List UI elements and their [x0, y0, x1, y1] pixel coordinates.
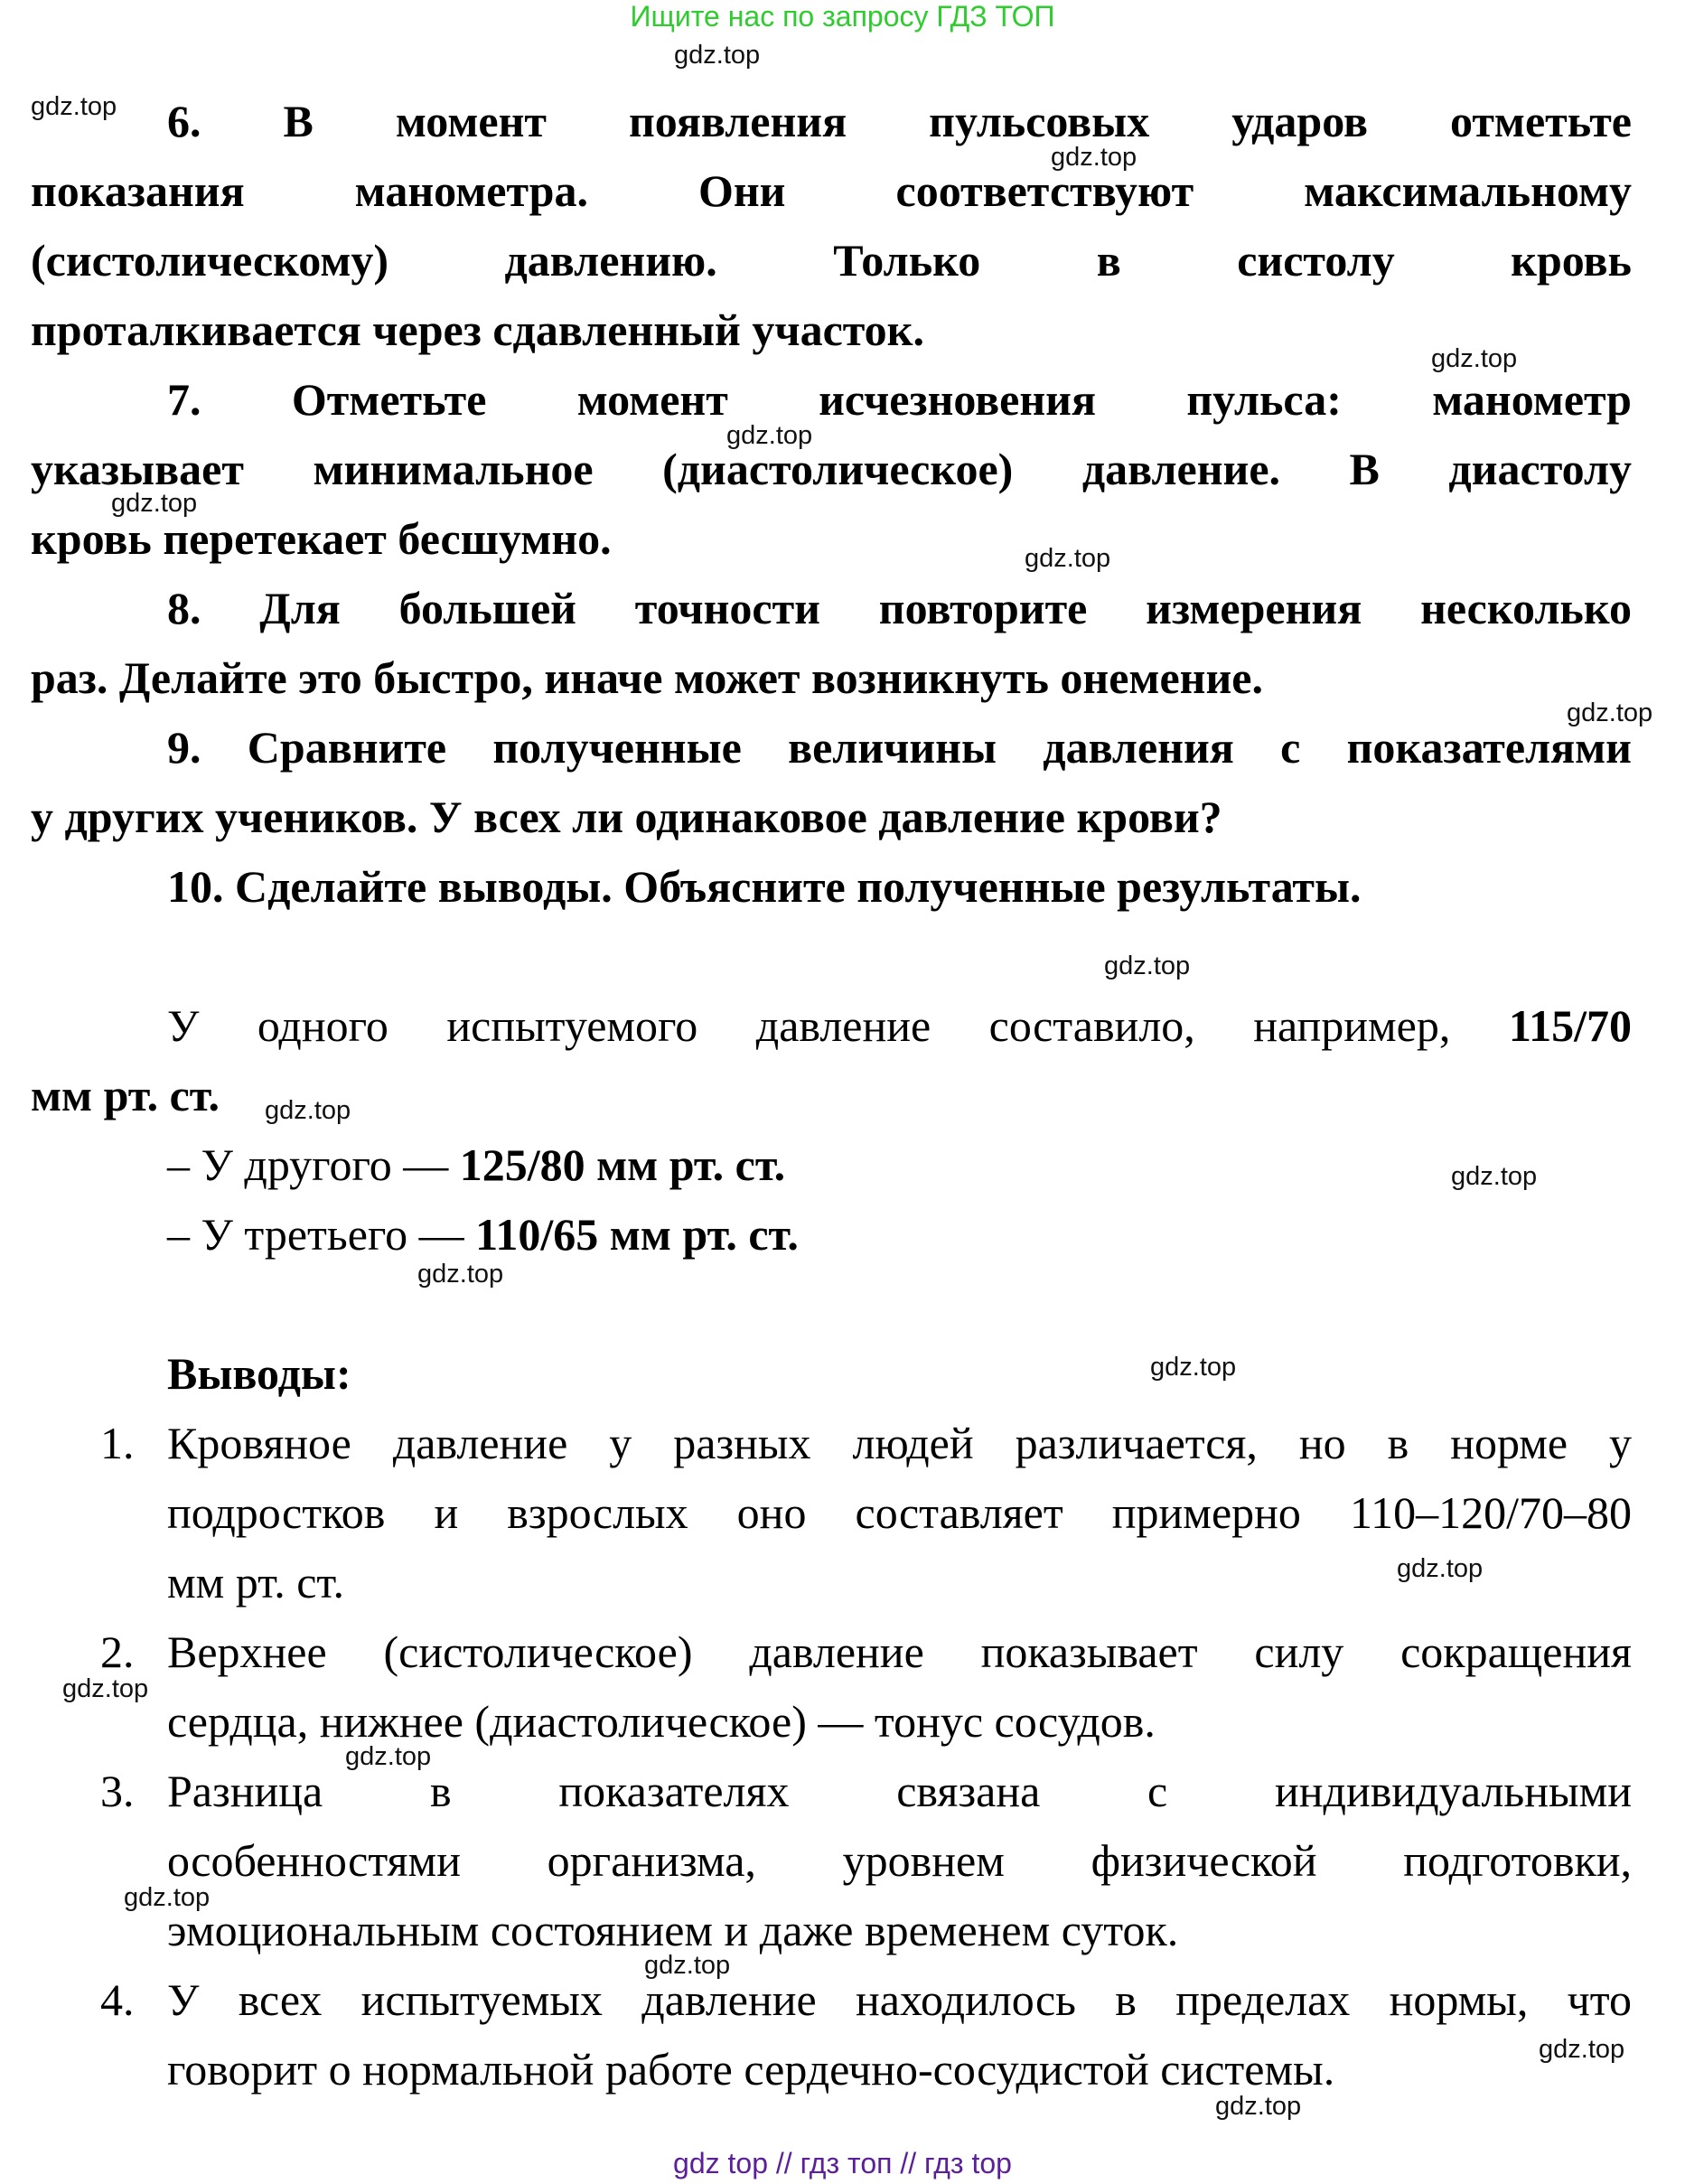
watermark: gdz.top	[1051, 143, 1137, 172]
step-line: 7. Отметьте момент исчезновения пульса: манометр	[167, 374, 1632, 425]
item-line: Разница в показателях связана с индивидуальными	[167, 1766, 1632, 1816]
step-line: 9. Сравните полученные величины давления с показателями	[167, 722, 1632, 773]
result-value: 110/65 мм рт. ст.	[475, 1209, 799, 1260]
item-number: 1.	[100, 1418, 135, 1468]
item-line: мм рт. ст.	[167, 1557, 344, 1608]
conclusion-item	[31, 1617, 1632, 1687]
watermark: gdz.top	[111, 489, 198, 518]
watermark: gdz.top	[1104, 951, 1191, 980]
conclusion-item	[31, 1409, 1632, 1478]
step-line: 10. Сделайте выводы. Объясните полученные результаты.	[167, 861, 1362, 912]
step-line: у других учеников. У всех ли одинаковое давление крови?	[31, 792, 1222, 842]
watermark: gdz.top	[1431, 344, 1518, 373]
item-line: подростков и взрослых оно составляет примерно 110–120/70–80	[167, 1487, 1632, 1538]
watermark: gdz.top	[417, 1260, 504, 1289]
header-banner[interactable]: Ищите нас по запросу ГДЗ ТОП	[630, 0, 1055, 33]
result-unit: мм рт. ст.	[31, 1070, 220, 1120]
watermark: gdz.top	[1215, 2092, 1302, 2121]
result-value: 125/80 мм рт. ст.	[459, 1139, 786, 1190]
conclusion-item	[31, 1757, 1632, 1826]
step-line: 8. Для большей точности повторите измерения несколько	[167, 583, 1632, 633]
watermark: gdz.top	[674, 41, 761, 70]
step-line: показания манометра. Они соответствуют максимальному	[31, 165, 1632, 216]
item-number: 2.	[100, 1626, 135, 1677]
item-number: 3.	[100, 1766, 135, 1816]
conclusion-item	[31, 1965, 1632, 2035]
result-line-1	[31, 991, 1632, 1061]
item-line: Кровяное давление у разных людей различается, но в норме у	[167, 1418, 1632, 1468]
watermark: gdz.top	[345, 1742, 432, 1771]
item-line: Верхнее (систолическое) давление показывает силу сокращения	[167, 1626, 1632, 1677]
watermark: gdz.top	[1150, 1353, 1237, 1382]
step-line: проталкивается через сдавленный участок.	[31, 305, 924, 355]
step-line: раз. Делайте это быстро, иначе может возникнуть онемение.	[31, 652, 1263, 703]
item-line: эмоциональным состоянием и даже временем суток.	[167, 1905, 1179, 1955]
item-line: У всех испытуемых давление находилось в пределах нормы, что	[167, 1974, 1632, 2025]
watermark: gdz.top	[1025, 544, 1111, 573]
step-line: кровь перетекает бесшумно.	[31, 513, 612, 564]
conclusions-title: Выводы:	[167, 1348, 351, 1399]
step-line: (систолическому) давлению. Только в систолу кровь	[31, 235, 1632, 286]
result-line-3	[31, 1200, 1632, 1270]
step-line: указывает минимальное (диастолическое) давление. В диастолу	[31, 444, 1632, 494]
watermark: gdz.top	[1451, 1162, 1538, 1191]
result-value: 115/70	[1508, 1000, 1632, 1051]
watermark: gdz.top	[726, 421, 813, 450]
result-line-2	[31, 1130, 1632, 1200]
watermark: gdz.top	[1397, 1554, 1484, 1583]
watermark: gdz.top	[1567, 698, 1653, 727]
watermark: gdz.top	[124, 1883, 211, 1912]
watermark: gdz.top	[62, 1674, 149, 1703]
watermark: gdz.top	[31, 92, 117, 121]
result-text: – У другого —	[167, 1139, 460, 1190]
watermark: gdz.top	[265, 1096, 351, 1125]
item-number: 4.	[100, 1974, 135, 2025]
item-line: особенностями организма, уровнем физической подготовки,	[167, 1835, 1632, 1886]
footer-banner[interactable]: gdz top // гдз топ // гдз top	[673, 2147, 1012, 2179]
watermark: gdz.top	[1539, 2035, 1625, 2064]
item-line: говорит о нормальной работе сердечно-сосудистой системы.	[167, 2044, 1335, 2095]
result-text: – У третьего —	[167, 1209, 476, 1260]
watermark: gdz.top	[644, 1951, 731, 1980]
step-line: 6. В момент появления пульсовых ударов отметьте	[167, 96, 1632, 146]
result-text: У одного испытуемого давление составило, например,	[167, 1000, 1509, 1051]
item-line: сердца, нижнее (диастолическое) — тонус сосудов.	[167, 1696, 1156, 1747]
